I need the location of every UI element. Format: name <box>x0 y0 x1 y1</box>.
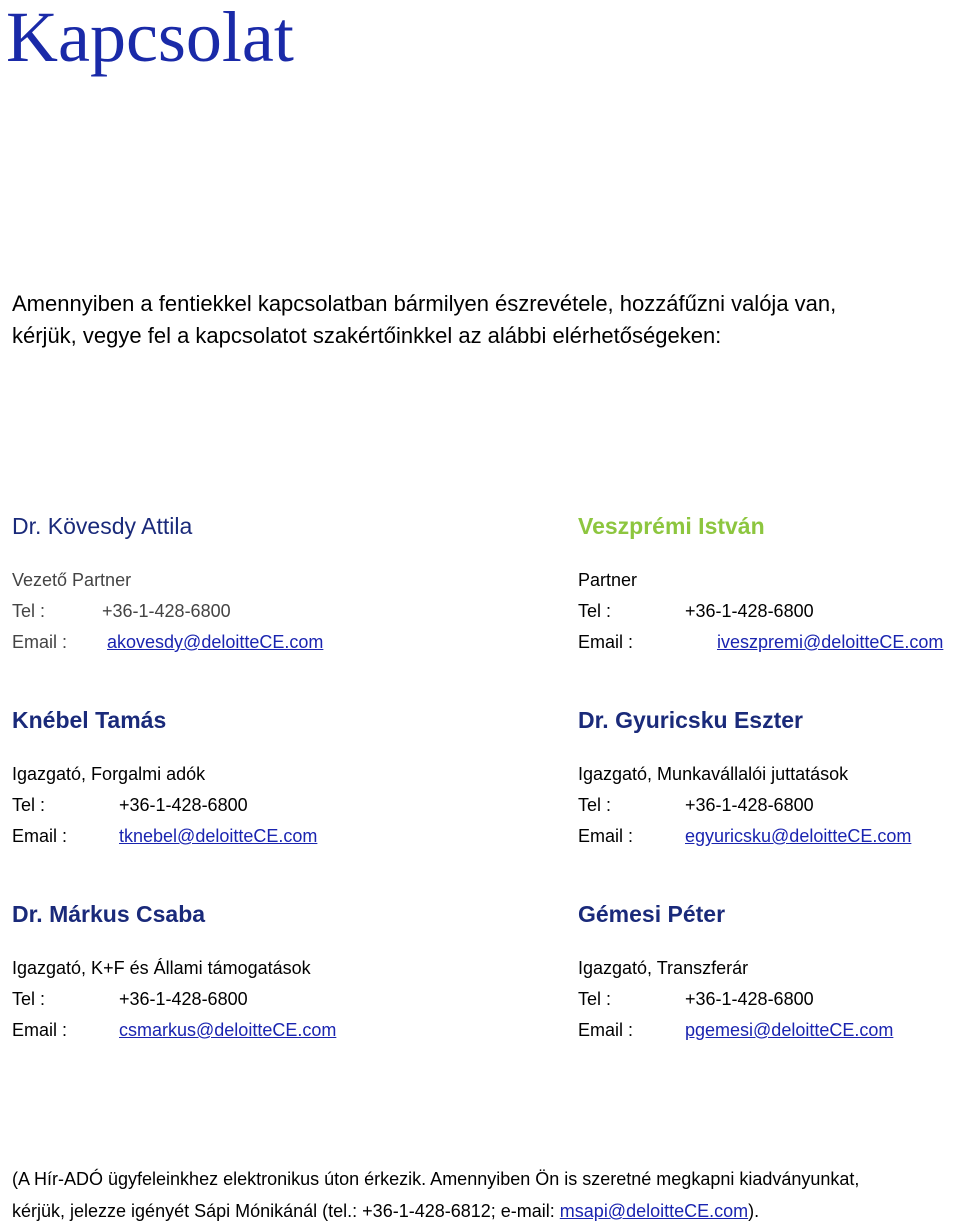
contact-tel-row <box>12 600 412 631</box>
contact-name: Gémesi Péter <box>578 901 726 927</box>
contact-email-row <box>12 1019 412 1050</box>
email-link[interactable]: akovesdy@deloitteCE.com <box>107 632 324 652</box>
contact-tel-row <box>578 794 960 825</box>
contact-role: Igazgató, Forgalmi adók <box>12 764 206 784</box>
contact-card-knebel <box>12 706 412 856</box>
email-link[interactable]: egyuricsku@deloitteCE.com <box>685 826 912 846</box>
tel-label: Tel : <box>578 795 612 815</box>
tel-label: Tel : <box>12 795 46 815</box>
intro-paragraph <box>12 288 957 352</box>
email-link[interactable]: iveszpremi@deloitteCE.com <box>717 632 944 652</box>
contact-card-gyuricsku <box>578 706 960 856</box>
contact-name: Veszprémi István <box>578 513 765 539</box>
email-label: Email : <box>578 826 634 846</box>
email-label: Email : <box>578 1020 634 1040</box>
footer-line-2-prefix: kérjük, jelezze igényét Sápi Mónikánál (tel.: +36-1-428-6812; e-mail: <box>12 1201 560 1221</box>
contact-role: Igazgató, K+F és Állami támogatások <box>12 958 311 978</box>
contact-email-row <box>578 631 960 662</box>
intro-line-2: kérjük, vegye fel a kapcsolatot szakértőinkkel az alábbi elérhetőségeken: <box>12 323 722 348</box>
tel-value: +36-1-428-6800 <box>685 989 814 1009</box>
contact-name: Dr. Gyuricsku Eszter <box>578 707 803 733</box>
contact-name: Knébel Tamás <box>12 707 167 733</box>
contact-role: Vezető Partner <box>12 570 132 590</box>
tel-value: +36-1-428-6800 <box>119 989 248 1009</box>
footer-line-2-suffix: ). <box>748 1201 760 1221</box>
contact-role: Igazgató, Transzferár <box>578 958 749 978</box>
email-link[interactable]: tknebel@deloitteCE.com <box>119 826 318 846</box>
tel-value: +36-1-428-6800 <box>685 601 814 621</box>
contact-tel-row <box>12 794 412 825</box>
footer-note <box>12 1163 960 1227</box>
footer-line-1: (A Hír-ADÓ ügyfeleinkhez elektronikus úton érkezik. Amennyiben Ön is szeretné megkapni kiadványunkat, <box>12 1169 860 1189</box>
contact-email-row <box>12 631 412 662</box>
intro-line-1: Amennyiben a fentiekkel kapcsolatban bármilyen észrevétele, hozzáfűzni valója van, <box>12 291 837 316</box>
contact-card-veszpremi <box>578 512 960 662</box>
contact-email-row <box>12 825 412 856</box>
email-link[interactable]: csmarkus@deloitteCE.com <box>119 1020 337 1040</box>
contact-tel-row <box>578 988 960 1019</box>
contact-email-row <box>578 1019 960 1050</box>
email-label: Email : <box>12 826 68 846</box>
email-label: Email : <box>578 632 634 652</box>
contact-card-markus <box>12 900 412 1050</box>
tel-value: +36-1-428-6800 <box>119 795 248 815</box>
tel-label: Tel : <box>578 989 612 1009</box>
footer-line-2 <box>12 1195 960 1227</box>
contact-tel-row <box>12 988 412 1019</box>
tel-value: +36-1-428-6800 <box>685 795 814 815</box>
contact-card-kovesdy <box>12 512 412 662</box>
contact-role: Igazgató, Munkavállalói juttatások <box>578 764 849 784</box>
page-title: Kapcsolat <box>6 0 294 77</box>
contact-name: Dr. Márkus Csaba <box>12 901 206 927</box>
email-link[interactable]: pgemesi@deloitteCE.com <box>685 1020 894 1040</box>
tel-label: Tel : <box>12 601 46 621</box>
tel-label: Tel : <box>12 989 46 1009</box>
contact-name: Dr. Kövesdy Attila <box>12 513 193 539</box>
email-label: Email : <box>12 1020 68 1040</box>
tel-label: Tel : <box>578 601 612 621</box>
tel-value: +36-1-428-6800 <box>102 601 231 621</box>
contact-tel-row <box>578 600 960 631</box>
contact-card-gemesi <box>578 900 960 1050</box>
footer-email-link[interactable]: msapi@deloitteCE.com <box>559 1201 749 1221</box>
email-label: Email : <box>12 632 68 652</box>
contact-email-row <box>578 825 960 856</box>
contact-role: Partner <box>578 570 638 590</box>
